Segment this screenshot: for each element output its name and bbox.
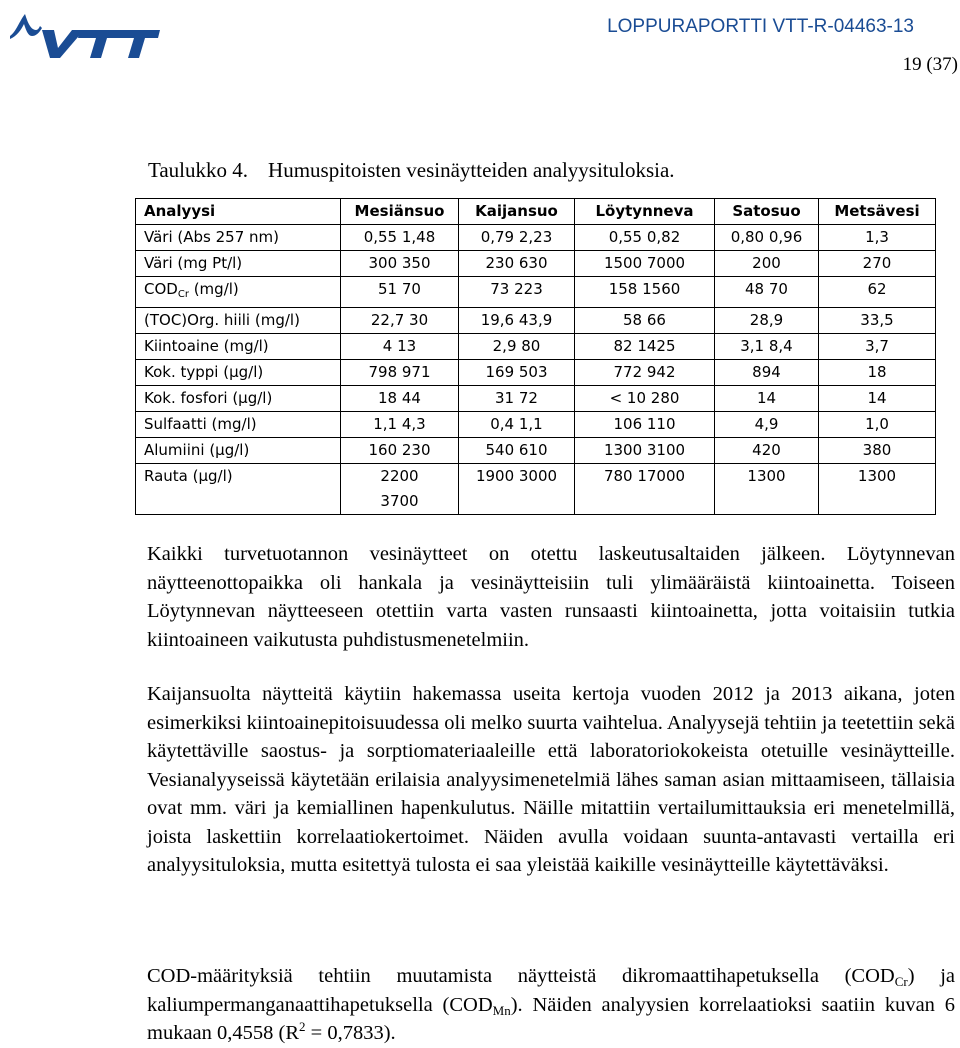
cell: 73 223 bbox=[459, 277, 575, 308]
vtt-logo bbox=[8, 6, 160, 62]
cell: 18 bbox=[819, 360, 936, 386]
row-label bbox=[136, 277, 341, 308]
cell: 3,1 8,4 bbox=[715, 334, 819, 360]
cell: 0,4 1,1 bbox=[459, 412, 575, 438]
column-header: Analyysi bbox=[136, 199, 341, 225]
table-row bbox=[136, 360, 936, 386]
cell: 270 bbox=[819, 251, 936, 277]
cell: 1,1 4,3 bbox=[341, 412, 459, 438]
column-header: Metsävesi bbox=[819, 199, 936, 225]
row-label: Kok. fosfori (µg/l) bbox=[136, 386, 341, 412]
cell-text: 2200 3700 bbox=[380, 467, 419, 510]
cell: 1500 7000 bbox=[575, 251, 715, 277]
text-run: ). Näiden analyysien korrelaatioksi saatiin kuvan 6 mukaan 0,4558 (R bbox=[147, 993, 955, 1044]
column-header: Kaijansuo bbox=[459, 199, 575, 225]
paragraph-cod bbox=[147, 962, 955, 1048]
caption-label: Taulukko 4. bbox=[148, 158, 249, 182]
column-header: Satosuo bbox=[715, 199, 819, 225]
text-run: COD-määrityksiä tehtiin muutamista näytteistä dikromaattihapetuksella (COD bbox=[147, 965, 895, 987]
cell: 772 942 bbox=[575, 360, 715, 386]
table-row bbox=[136, 308, 936, 334]
cell: 19,6 43,9 bbox=[459, 308, 575, 334]
row-label: Kok. typpi (µg/l) bbox=[136, 360, 341, 386]
row-label: Väri (mg Pt/l) bbox=[136, 251, 341, 277]
cell: 380 bbox=[819, 438, 936, 464]
cell: 0,55 1,48 bbox=[341, 225, 459, 251]
table-row bbox=[136, 438, 936, 464]
cell: 28,9 bbox=[715, 308, 819, 334]
cell: 1900 3000 bbox=[459, 464, 575, 515]
cell: 106 110 bbox=[575, 412, 715, 438]
table-caption bbox=[148, 158, 675, 183]
text-run: = 0,7833). bbox=[305, 1022, 396, 1044]
paragraph-analyses: Kaijansuolta näytteitä käytiin hakemassa useita kertoja vuoden 2012 ja 2013 aikana, joten esimerkiksi kiintoainepitoisuudessa oli melko suurta vaihtelua. Analyysejä tehtiin ja teetettiin sekä käytettäville saostus- ja sorptiomateriaaleille että laboratoriokokeista otetuille vesinäytteille. Vesianalyyseissä käytetään erilaisia analyysimenetelmiä lähes saman asian mittaamiseen, tällaisia ovat mm. väri ja kemiallinen hapenkulutus. Näille mitattiin vertailumittauksia eri menetelmillä, joista laskettiin korrelaatiokertoimet. Näiden avulla voidaan suunta-antavasti vertailla eri analyysituloksia, mutta esitettyä tulosta ei saa yleistää kaikille vesinäytteille käytettäväksi. bbox=[147, 683, 955, 876]
row-label: Kiintoaine (mg/l) bbox=[136, 334, 341, 360]
cell: 82 1425 bbox=[575, 334, 715, 360]
caption-text: Humuspitoisten vesinäytteiden analyysituloksia. bbox=[268, 158, 675, 182]
column-header: Mesiänsuo bbox=[341, 199, 459, 225]
cell: 200 bbox=[715, 251, 819, 277]
cell: 18 44 bbox=[341, 386, 459, 412]
row-label: Sulfaatti (mg/l) bbox=[136, 412, 341, 438]
cell: 3,7 bbox=[819, 334, 936, 360]
row-label: (TOC)Org. hiili (mg/l) bbox=[136, 308, 341, 334]
row-label: Alumiini (µg/l) bbox=[136, 438, 341, 464]
cell: 31 72 bbox=[459, 386, 575, 412]
cell: 540 610 bbox=[459, 438, 575, 464]
subscript: Cr bbox=[894, 974, 908, 989]
cell: 22,7 30 bbox=[341, 308, 459, 334]
cell: 798 971 bbox=[341, 360, 459, 386]
row-label: Rauta (µg/l) bbox=[136, 464, 341, 515]
table-row bbox=[136, 225, 936, 251]
page-number: 19 (37) bbox=[902, 54, 958, 75]
cell: 169 503 bbox=[459, 360, 575, 386]
cell: 0,55 0,82 bbox=[575, 225, 715, 251]
column-header: Löytynneva bbox=[575, 199, 715, 225]
cell: 0,79 2,23 bbox=[459, 225, 575, 251]
superscript: 2 bbox=[299, 1019, 306, 1034]
report-code: LOPPURAPORTTI VTT-R-04463-13 bbox=[607, 16, 914, 37]
cell: 4,9 bbox=[715, 412, 819, 438]
cell: 14 bbox=[715, 386, 819, 412]
cell: 33,5 bbox=[819, 308, 936, 334]
cell: 160 230 bbox=[341, 438, 459, 464]
cell: 58 66 bbox=[575, 308, 715, 334]
cell: 0,80 0,96 bbox=[715, 225, 819, 251]
cell: < 10 280 bbox=[575, 386, 715, 412]
cell: 1,0 bbox=[819, 412, 936, 438]
table-row bbox=[136, 277, 936, 308]
cell: 51 70 bbox=[341, 277, 459, 308]
cell: 1300 bbox=[819, 464, 936, 515]
table-header-row bbox=[136, 199, 936, 225]
table-row bbox=[136, 386, 936, 412]
table-row bbox=[136, 334, 936, 360]
subscript: Mn bbox=[492, 1002, 511, 1018]
cell: 14 bbox=[819, 386, 936, 412]
cell: 2,9 80 bbox=[459, 334, 575, 360]
label-text: COD bbox=[144, 280, 178, 298]
cell: 420 bbox=[715, 438, 819, 464]
cell: 48 70 bbox=[715, 277, 819, 308]
cell: 894 bbox=[715, 360, 819, 386]
paragraph-sampling: Kaikki turvetuotannon vesinäytteet on otettu laskeutusaltaiden jälkeen. Löytynnevan näytteenottopaikka oli hankala ja vesinäytteisiin tuli ylimääräistä kiintoainetta. Toiseen Löytynnevan näytteeseen otettiin varta vasten runsaasti kiintoainetta, jotta voitaisiin tutkia kiintoaineen vaikutusta puhdistusmenetelmiin. bbox=[147, 543, 955, 651]
table-row bbox=[136, 464, 936, 515]
cell: 1,3 bbox=[819, 225, 936, 251]
cell: 62 bbox=[819, 277, 936, 308]
label-text: (mg/l) bbox=[188, 280, 239, 298]
cell: 230 630 bbox=[459, 251, 575, 277]
table-row bbox=[136, 412, 936, 438]
cell: 158 1560 bbox=[575, 277, 715, 308]
text-run: ) ja kaliumpermanganaattihapetuksella (COD bbox=[147, 965, 956, 1016]
table-row bbox=[136, 251, 936, 277]
cell: 300 350 bbox=[341, 251, 459, 277]
cell: 1300 3100 bbox=[575, 438, 715, 464]
cell: 1300 bbox=[715, 464, 819, 515]
row-label: Väri (Abs 257 nm) bbox=[136, 225, 341, 251]
cell: 4 13 bbox=[341, 334, 459, 360]
cell bbox=[341, 464, 459, 515]
results-table bbox=[135, 198, 936, 515]
label-subscript: Cr bbox=[177, 289, 189, 300]
cell: 780 17000 bbox=[575, 464, 715, 515]
